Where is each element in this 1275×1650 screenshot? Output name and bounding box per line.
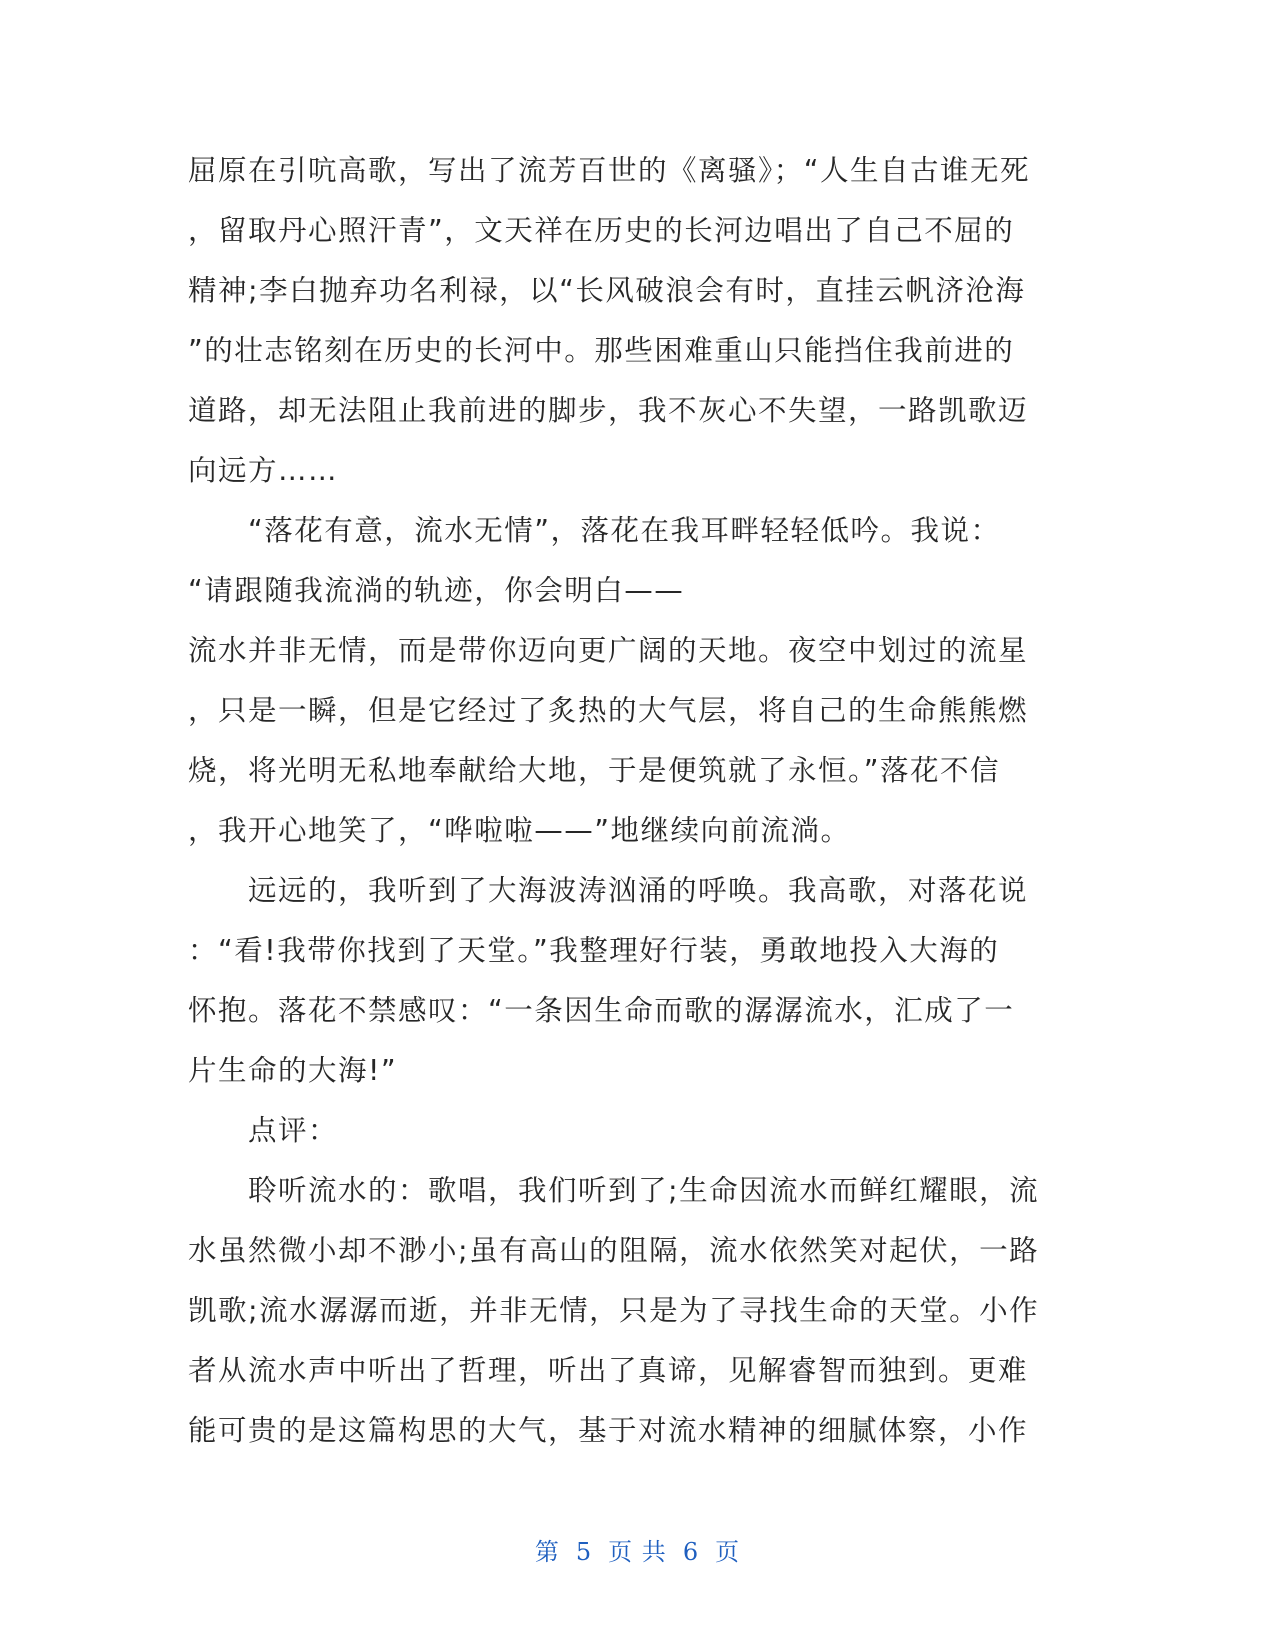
text-line: 凯歌;流水潺潺而逝，并非无情，只是为了寻找生命的天堂。小作 [188, 1294, 1040, 1327]
page-footer [0, 1532, 1275, 1567]
text-line: 流水并非无情，而是带你迈向更广阔的天地。夜空中划过的流星 [188, 634, 1029, 667]
footer-total-pages: 6 [682, 1538, 700, 1566]
text-line: 聆听流水的：歌唱，我们听到了;生命因流水而鲜红耀眼，流 [188, 1174, 1040, 1207]
text-line: “落花有意，流水无情”，落花在我耳畔轻轻低吟。我说： [188, 514, 1001, 547]
text-line: 向远方…… [188, 454, 339, 487]
text-line: ，我开心地笑了，“哗啦啦——”地继续向前流淌。 [188, 814, 851, 847]
text-line: ”的壮志铭刻在历史的长河中。那些困难重山只能挡住我前进的 [188, 334, 1015, 367]
footer-current-page: 5 [575, 1538, 593, 1566]
footer-prefix: 第 [534, 1538, 560, 1566]
text-line: ，留取丹心照汗青”，文天祥在历史的长河边唱出了自己不屈的 [188, 214, 1015, 247]
text-line: 精神;李白抛弃功名利禄，以“长风破浪会有时，直挂云帆济沧海 [188, 274, 1026, 307]
text-line: 者从流水声中听出了哲理，听出了真谛，见解睿智而独到。更难 [188, 1354, 1029, 1387]
text-line: 屈原在引吭高歌，写出了流芳百世的《离骚》；“人生自古谁无死 [188, 154, 1031, 187]
text-line: ：“看!我带你找到了天堂。”我整理好行装，勇敢地投入大海的 [188, 934, 1000, 967]
footer-middle: 页 共 [608, 1538, 667, 1566]
text-line: 水虽然微小却不渺小;虽有高山的阻隔，流水依然笑对起伏，一路 [188, 1234, 1040, 1267]
footer-suffix: 页 [715, 1538, 741, 1566]
text-line: ，只是一瞬，但是它经过了炙热的大气层，将自己的生命熊熊燃 [188, 694, 1029, 727]
text-line: 能可贵的是这篇构思的大气，基于对流水精神的细腻体察，小作 [188, 1414, 1029, 1447]
text-line: 烧，将光明无私地奉献给大地，于是便筑就了永恒。”落花不信 [188, 754, 1001, 787]
text-line: 怀抱。落花不禁感叹：“一条因生命而歌的潺潺流水，汇成了一 [188, 994, 1015, 1027]
text-line: 道路，却无法阻止我前进的脚步，我不灰心不失望，一路凯歌迈 [188, 394, 1029, 427]
text-line: 远远的，我听到了大海波涛汹涌的呼唤。我高歌，对落花说 [188, 874, 1029, 907]
text-line: “请跟随我流淌的轨迹，你会明白—— [188, 574, 685, 607]
document-body [188, 141, 1088, 1461]
text-line: 点评： [188, 1114, 339, 1147]
text-line: 片生命的大海!” [188, 1054, 398, 1087]
